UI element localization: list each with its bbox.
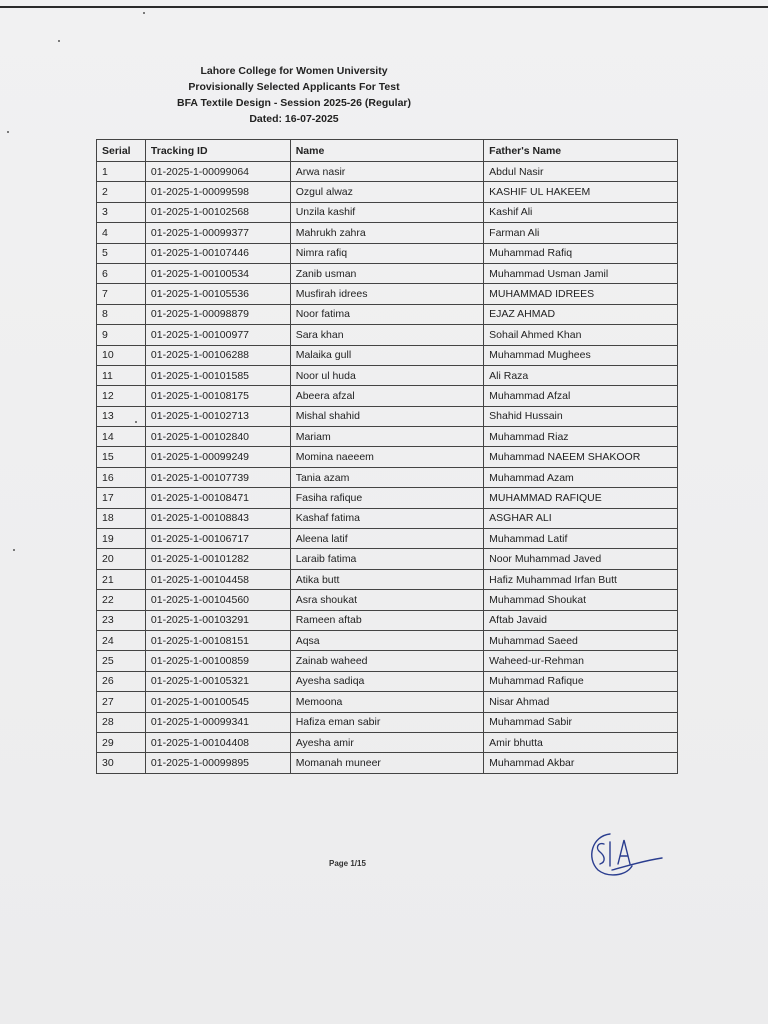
cell-tracking-id: 01-2025-1-00108471 xyxy=(145,488,290,508)
cell-serial: 28 xyxy=(97,712,146,732)
cell-name: Hafiza eman sabir xyxy=(290,712,483,732)
cell-serial: 15 xyxy=(97,447,146,467)
cell-fathers-name: Muhammad Rafiq xyxy=(484,243,678,263)
page-number: Page 1/15 xyxy=(329,859,366,868)
cell-tracking-id: 01-2025-1-00105536 xyxy=(145,284,290,304)
column-header-tracking-id: Tracking ID xyxy=(145,140,290,162)
cell-fathers-name: Muhammad Usman Jamil xyxy=(484,263,678,283)
cell-tracking-id: 01-2025-1-00103291 xyxy=(145,610,290,630)
cell-tracking-id: 01-2025-1-00108151 xyxy=(145,630,290,650)
cell-serial: 19 xyxy=(97,529,146,549)
scan-speck xyxy=(58,40,60,42)
cell-name: Ozgul alwaz xyxy=(290,182,483,202)
cell-fathers-name: Muhammad Rafique xyxy=(484,671,678,691)
cell-serial: 18 xyxy=(97,508,146,528)
cell-serial: 9 xyxy=(97,325,146,345)
cell-name: Tania azam xyxy=(290,467,483,487)
cell-name: Unzila kashif xyxy=(290,202,483,222)
scan-speck xyxy=(7,131,9,133)
table-row xyxy=(97,549,678,569)
cell-name: Mishal shahid xyxy=(290,406,483,426)
cell-name: Ayesha sadiqa xyxy=(290,671,483,691)
table-row xyxy=(97,263,678,283)
table-row xyxy=(97,753,678,773)
cell-fathers-name: MUHAMMAD RAFIQUE xyxy=(484,488,678,508)
cell-serial: 30 xyxy=(97,753,146,773)
cell-serial: 17 xyxy=(97,488,146,508)
cell-name: Momina naeeem xyxy=(290,447,483,467)
cell-tracking-id: 01-2025-1-00104560 xyxy=(145,590,290,610)
cell-fathers-name: Muhammad NAEEM SHAKOOR xyxy=(484,447,678,467)
cell-serial: 1 xyxy=(97,162,146,182)
cell-name: Momanah muneer xyxy=(290,753,483,773)
cell-tracking-id: 01-2025-1-00099377 xyxy=(145,223,290,243)
document-header xyxy=(0,63,588,127)
table-row xyxy=(97,345,678,365)
page-top-edge xyxy=(0,0,768,8)
cell-tracking-id: 01-2025-1-00108175 xyxy=(145,386,290,406)
cell-tracking-id: 01-2025-1-00098879 xyxy=(145,304,290,324)
table-row xyxy=(97,406,678,426)
cell-tracking-id: 01-2025-1-00100859 xyxy=(145,651,290,671)
cell-name: Malaika gull xyxy=(290,345,483,365)
table-row xyxy=(97,325,678,345)
cell-name: Zainab waheed xyxy=(290,651,483,671)
table-row xyxy=(97,223,678,243)
cell-serial: 16 xyxy=(97,467,146,487)
cell-tracking-id: 01-2025-1-00108843 xyxy=(145,508,290,528)
cell-tracking-id: 01-2025-1-00101282 xyxy=(145,549,290,569)
cell-fathers-name: Muhammad Akbar xyxy=(484,753,678,773)
cell-fathers-name: Muhammad Latif xyxy=(484,529,678,549)
cell-serial: 20 xyxy=(97,549,146,569)
cell-serial: 10 xyxy=(97,345,146,365)
cell-name: Mariam xyxy=(290,427,483,447)
signature-drawing xyxy=(592,834,662,875)
cell-fathers-name: Aftab Javaid xyxy=(484,610,678,630)
cell-fathers-name: Amir bhutta xyxy=(484,732,678,752)
cell-tracking-id: 01-2025-1-00099598 xyxy=(145,182,290,202)
cell-serial: 3 xyxy=(97,202,146,222)
cell-name: Laraib fatima xyxy=(290,549,483,569)
cell-tracking-id: 01-2025-1-00102713 xyxy=(145,406,290,426)
cell-tracking-id: 01-2025-1-00106288 xyxy=(145,345,290,365)
table-row xyxy=(97,651,678,671)
cell-name: Ayesha amir xyxy=(290,732,483,752)
cell-serial: 25 xyxy=(97,651,146,671)
list-title: Provisionally Selected Applicants For Test xyxy=(188,81,400,93)
cell-serial: 5 xyxy=(97,243,146,263)
cell-name: Mahrukh zahra xyxy=(290,223,483,243)
table-row xyxy=(97,590,678,610)
institution-name: Lahore College for Women University xyxy=(200,65,388,77)
cell-fathers-name: Noor Muhammad Javed xyxy=(484,549,678,569)
cell-fathers-name: Kashif Ali xyxy=(484,202,678,222)
cell-name: Rameen aftab xyxy=(290,610,483,630)
cell-name: Noor fatima xyxy=(290,304,483,324)
cell-serial: 22 xyxy=(97,590,146,610)
table-row xyxy=(97,365,678,385)
table-row xyxy=(97,447,678,467)
cell-tracking-id: 01-2025-1-00099895 xyxy=(145,753,290,773)
cell-tracking-id: 01-2025-1-00101585 xyxy=(145,365,290,385)
table-header-row xyxy=(97,140,678,162)
cell-name: Memoona xyxy=(290,692,483,712)
table-row xyxy=(97,202,678,222)
cell-fathers-name: Muhammad Riaz xyxy=(484,427,678,447)
cell-serial: 11 xyxy=(97,365,146,385)
table-row xyxy=(97,569,678,589)
cell-fathers-name: Sohail Ahmed Khan xyxy=(484,325,678,345)
table-row xyxy=(97,304,678,324)
table-row xyxy=(97,488,678,508)
table-row xyxy=(97,386,678,406)
cell-name: Asra shoukat xyxy=(290,590,483,610)
cell-tracking-id: 01-2025-1-00100545 xyxy=(145,692,290,712)
cell-tracking-id: 01-2025-1-00107446 xyxy=(145,243,290,263)
cell-fathers-name: Waheed-ur-Rehman xyxy=(484,651,678,671)
cell-name: Sara khan xyxy=(290,325,483,345)
cell-tracking-id: 01-2025-1-00102568 xyxy=(145,202,290,222)
scan-speck xyxy=(143,12,145,14)
cell-serial: 2 xyxy=(97,182,146,202)
cell-fathers-name: Muhammad Afzal xyxy=(484,386,678,406)
column-header-serial: Serial xyxy=(97,140,146,162)
cell-fathers-name: Ali Raza xyxy=(484,365,678,385)
cell-fathers-name: EJAZ AHMAD xyxy=(484,304,678,324)
cell-fathers-name: Nisar Ahmad xyxy=(484,692,678,712)
cell-tracking-id: 01-2025-1-00100977 xyxy=(145,325,290,345)
table-row xyxy=(97,427,678,447)
cell-fathers-name: Hafiz Muhammad Irfan Butt xyxy=(484,569,678,589)
cell-tracking-id: 01-2025-1-00104458 xyxy=(145,569,290,589)
cell-serial: 6 xyxy=(97,263,146,283)
table-row xyxy=(97,182,678,202)
table-row xyxy=(97,284,678,304)
column-header-name: Name xyxy=(290,140,483,162)
cell-tracking-id: 01-2025-1-00099064 xyxy=(145,162,290,182)
cell-tracking-id: 01-2025-1-00099249 xyxy=(145,447,290,467)
cell-serial: 12 xyxy=(97,386,146,406)
cell-name: Nimra rafiq xyxy=(290,243,483,263)
cell-fathers-name: Abdul Nasir xyxy=(484,162,678,182)
cell-serial: 23 xyxy=(97,610,146,630)
table-row xyxy=(97,692,678,712)
cell-fathers-name: ASGHAR ALI xyxy=(484,508,678,528)
table-row xyxy=(97,732,678,752)
cell-name: Arwa nasir xyxy=(290,162,483,182)
table-row xyxy=(97,162,678,182)
cell-name: Aleena latif xyxy=(290,529,483,549)
cell-serial: 29 xyxy=(97,732,146,752)
table-row xyxy=(97,671,678,691)
cell-fathers-name: KASHIF UL HAKEEM xyxy=(484,182,678,202)
cell-serial: 21 xyxy=(97,569,146,589)
cell-fathers-name: Muhammad Sabir xyxy=(484,712,678,732)
cell-fathers-name: Muhammad Shoukat xyxy=(484,590,678,610)
cell-tracking-id: 01-2025-1-00102840 xyxy=(145,427,290,447)
cell-name: Zanib usman xyxy=(290,263,483,283)
table-row xyxy=(97,243,678,263)
cell-fathers-name: MUHAMMAD IDREES xyxy=(484,284,678,304)
cell-name: Fasiha rafique xyxy=(290,488,483,508)
cell-serial: 26 xyxy=(97,671,146,691)
applicants-table xyxy=(96,139,678,774)
cell-tracking-id: 01-2025-1-00105321 xyxy=(145,671,290,691)
cell-fathers-name: Muhammad Mughees xyxy=(484,345,678,365)
table-body xyxy=(97,162,678,774)
cell-serial: 4 xyxy=(97,223,146,243)
cell-tracking-id: 01-2025-1-00100534 xyxy=(145,263,290,283)
program-name: BFA Textile Design - Session 2025-26 (Regular) xyxy=(177,97,411,109)
cell-serial: 27 xyxy=(97,692,146,712)
cell-tracking-id: 01-2025-1-00099341 xyxy=(145,712,290,732)
cell-name: Aqsa xyxy=(290,630,483,650)
cell-name: Abeera afzal xyxy=(290,386,483,406)
cell-name: Noor ul huda xyxy=(290,365,483,385)
cell-name: Kashaf fatima xyxy=(290,508,483,528)
cell-tracking-id: 01-2025-1-00107739 xyxy=(145,467,290,487)
cell-serial: 8 xyxy=(97,304,146,324)
table-row xyxy=(97,630,678,650)
table-row xyxy=(97,508,678,528)
cell-fathers-name: Shahid Hussain xyxy=(484,406,678,426)
signature-stamp xyxy=(582,826,672,882)
cell-serial: 13 xyxy=(97,406,146,426)
cell-tracking-id: 01-2025-1-00106717 xyxy=(145,529,290,549)
table-row xyxy=(97,467,678,487)
cell-fathers-name: Muhammad Azam xyxy=(484,467,678,487)
cell-name: Musfirah idrees xyxy=(290,284,483,304)
table-row xyxy=(97,529,678,549)
cell-serial: 24 xyxy=(97,630,146,650)
scan-speck xyxy=(13,549,15,551)
table-row xyxy=(97,610,678,630)
table-row xyxy=(97,712,678,732)
dated-line: Dated: 16-07-2025 xyxy=(249,113,339,125)
column-header-fathers-name: Father's Name xyxy=(484,140,678,162)
cell-fathers-name: Farman Ali xyxy=(484,223,678,243)
cell-tracking-id: 01-2025-1-00104408 xyxy=(145,732,290,752)
cell-serial: 14 xyxy=(97,427,146,447)
cell-serial: 7 xyxy=(97,284,146,304)
cell-name: Atika butt xyxy=(290,569,483,589)
cell-fathers-name: Muhammad Saeed xyxy=(484,630,678,650)
